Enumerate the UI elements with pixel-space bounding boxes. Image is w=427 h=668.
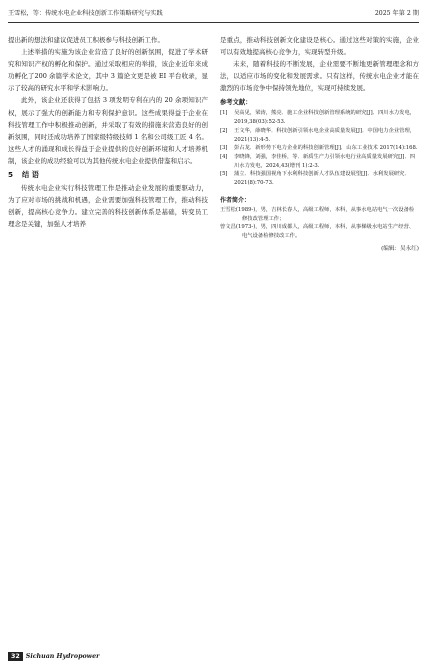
running-header <box>8 6 419 20</box>
page-footer <box>8 652 208 664</box>
references-title: 参考文献： <box>220 99 252 107</box>
reference-item <box>220 127 419 144</box>
page-number: 32 <box>8 652 23 661</box>
reference-index: [5] <box>220 171 228 178</box>
reference-list <box>220 109 419 187</box>
reference-item <box>220 144 419 153</box>
reference-item <box>220 170 419 187</box>
reference-index: [4] <box>220 153 228 160</box>
reference-index: [2] <box>220 127 228 134</box>
reference-item <box>220 153 419 170</box>
body-paragraph: 提出新的想法和建议促进员工积极参与科技创新工作。 <box>8 36 164 44</box>
header-rule <box>8 22 419 23</box>
body-paragraph: 上述举措的实施为该企业营造了良好的创新氛围，促进了学术研究和知识产权的孵化和保护。通过采取相应的举措，该企业近年来成功孵化了200 余篇学术论文，其中 3 篇论文更是被 EI 平台收录，显示了较高的研究水平和学术影响力。 <box>8 48 208 93</box>
conclusion-paragraph: 传统水电企业实行科技管理工作是推动企业发展的重要驱动力，为了应对市场的挑战和机遇，企业需要加强科技管理工作，推动科技创新，提高核心竞争力。建立完善的科技创新体系是基础，转变员工理念是关键，加强人才培养 <box>8 184 208 229</box>
reference-text: 吴高见，梁涛，熊亮．施工企业科技创新管理系统的研究[J]．四川水力发电，2019,38(03):52-53. <box>234 110 416 126</box>
right-column <box>220 34 419 254</box>
body-paragraph: 未来，随着科技的不断发展，企业需要不断地更新管理理念和方法，以适应市场的变化和发展需求。只有这样，传统水电企业才能在激烈的市场竞争中保持领先地位，实现可持续发展。 <box>220 60 419 93</box>
reference-index: [3] <box>220 145 228 152</box>
issue-label: 2025 年第 2 期 <box>374 10 419 17</box>
author-bio-title: 作者简介： <box>220 196 251 204</box>
running-title: 王雪松，等：传统水电企业科技创新工作策略研究与实践 <box>8 10 163 17</box>
reference-text: 李晓锋，刘强，李佳桥，等．新质生产力引领水电行业高质量发展研究[J]．四川水力发电，2024,43(增刊 1):2-3. <box>234 153 416 169</box>
journal-name: Sichuan Hydropower <box>25 653 100 660</box>
editor-note: (编辑：吴永红) <box>381 245 419 252</box>
reference-index: [1] <box>220 110 228 117</box>
author-bio: 曾文昌(1973-)，男，四川成都人，高级工程师，本科，从事梯级水电站生产经营、电气设备检修技改工作。 <box>220 224 415 239</box>
body-paragraph: 此外，该企业还获得了包括 3 项发明专利在内的 20 余项知识产权，展示了强大的创新能力和专利保护意识。这些成果得益于企业在科技管理工作中积极推动创新，并采取了有效的措施来营造良好的创新氛围，同时还成功培养了国家级特级技师 1 名和公司级工匠 4 名。这些人才的涌现和成长得益于企业提供的良好创新环境和人才培养机制，该企业的成功经验可以为其他传统水电企业提供借鉴和启示。 <box>8 96 208 165</box>
author-bio: 王雪松(1989-)，男，吉林长春人，高级工程师，本科，从事水电站电气一次设备检修技改管理工作； <box>220 206 415 222</box>
left-column <box>8 34 208 231</box>
reference-text: 蒲立．科技强国视角下水利科技创新人才队伍建设展望[J]．水利发展研究．2021(8):70-73. <box>234 171 410 187</box>
section-title: 结 语 <box>22 170 39 180</box>
section-number: 5 <box>8 170 14 180</box>
reference-item <box>220 109 419 126</box>
reference-text: 王文华，薛晓华．科技创新引领水电企业高质量发展[J]．中国电力企业管理，2021(13):4-5. <box>234 127 416 143</box>
section-heading <box>8 169 208 181</box>
body-paragraph: 是重点，推动科技创新文化建设是核心。通过这些对策的实施，企业可以有效地提高核心竞争力，实现转型升级。 <box>220 36 419 57</box>
reference-text: 彭占龙．新形势下电力企业的科技创新管理[J]．山东工业技术 2017(14):168. <box>234 145 418 152</box>
